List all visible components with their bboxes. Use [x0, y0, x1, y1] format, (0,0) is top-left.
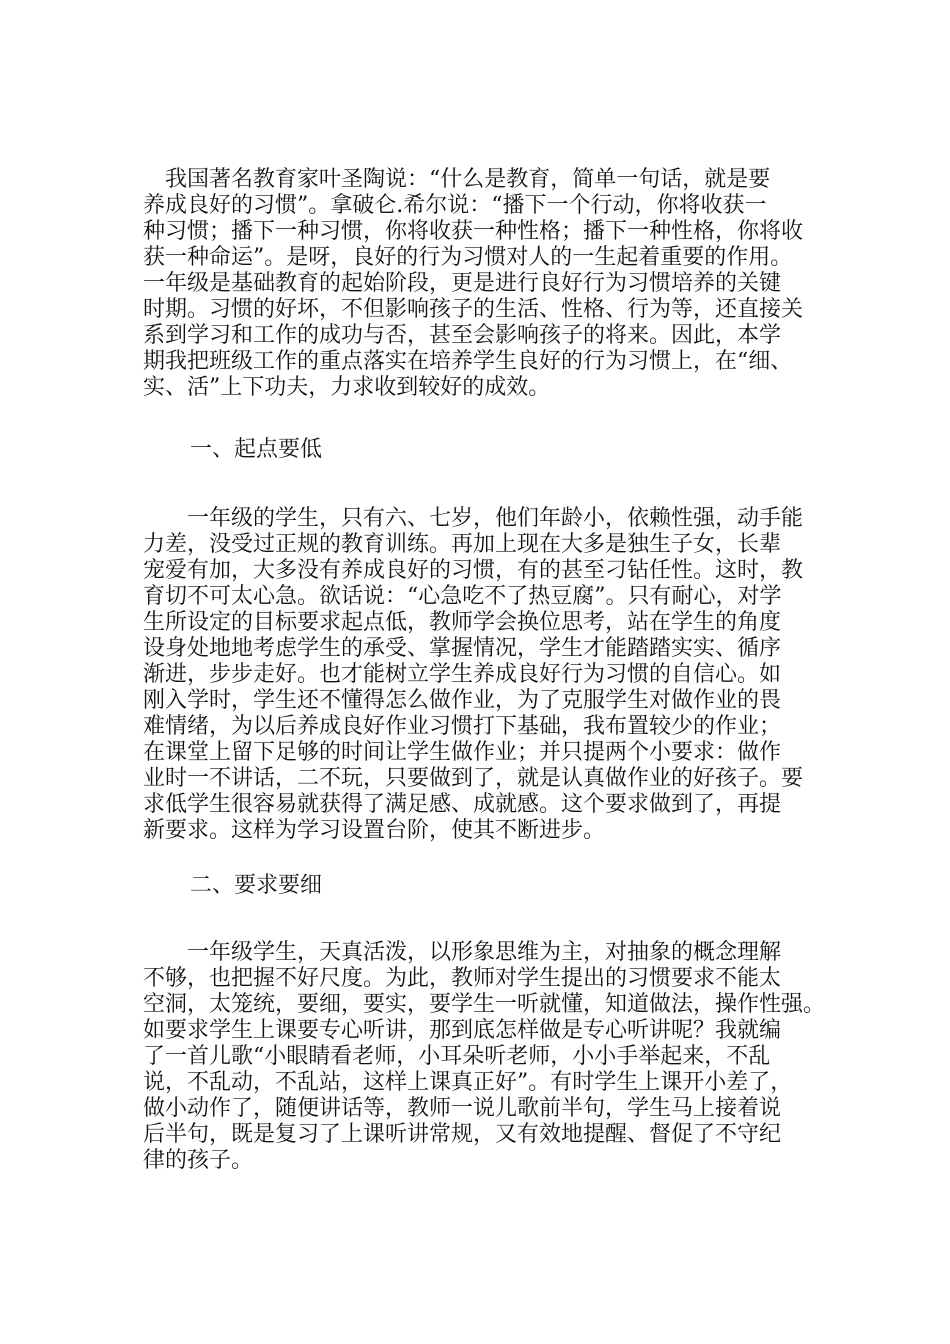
section1-line: 生所设定的目标要求起点低，教师学会换位思考，站在学生的角度	[143, 610, 782, 635]
section1-line: 刚入学时，学生还不懂得怎么做作业，为了克服学生对做作业的畏	[143, 688, 782, 713]
section2-line: 律的孩子。	[143, 1148, 254, 1173]
section2-line: 后半句，既是复习了上课听讲常规，又有效地提醒、督促了不守纪	[143, 1122, 782, 1147]
section1-line: 在课堂上留下足够的时间让学生做作业；并只提两个小要求：做作	[143, 740, 782, 765]
section1-line: 求低学生很容易就获得了满足感、成就感。这个要求做到了，再提	[143, 792, 782, 817]
intro-line: 时期。习惯的好坏，不但影响孩子的生活、性格、行为等，还直接关	[143, 297, 804, 322]
section1-line: 难情绪，为以后养成良好作业习惯打下基础，我布置较少的作业；	[143, 714, 782, 739]
section2-line: 做小动作了，随便讲话等，教师一说儿歌前半句，学生马上接着说	[143, 1096, 782, 1121]
section-heading: 二、要求要细	[190, 873, 323, 898]
section1-line: 一年级的学生，只有六、七岁，他们年龄小，依赖性强，动手能	[143, 506, 804, 531]
section1-line: 设身处地地考虑学生的承受、掌握情况，学生才能踏踏实实、循序	[143, 636, 782, 661]
intro-line: 系到学习和工作的成功与否，甚至会影响孩子的将来。因此，本学	[143, 323, 782, 348]
section1-line: 育切不可太心急。欲话说：“心急吃不了热豆腐”。只有耐心，对学	[143, 584, 782, 609]
section1-line: 业时一不讲话，二不玩，只要做到了，就是认真做作业的好孩子。要	[143, 766, 804, 791]
section-heading: 一、起点要低	[190, 437, 323, 462]
section2-line: 空洞，太笼统，要细，要实，要学生一听就懂，知道做法，操作性强。	[143, 992, 826, 1017]
intro-line: 获一种命运”。是呀，良好的行为习惯对人的一生起着重要的作用。	[143, 245, 793, 270]
section2-line: 说，不乱动，不乱站，这样上课真正好”。有时学生上课开小差了，	[143, 1070, 793, 1095]
section1-line: 力差，没受过正规的教育训练。再加上现在大多是独生子女，长辈	[143, 532, 782, 557]
section2-line: 不够，也把握不好尺度。为此，教师对学生提出的习惯要求不能太	[143, 966, 782, 991]
intro-line: 我国著名教育家叶圣陶说：“什么是教育，简单一句话，就是要	[143, 167, 771, 192]
section1-line: 新要求。这样为学习设置台阶，使其不断进步。	[143, 818, 606, 843]
intro-line: 养成良好的习惯”。拿破仑.希尔说：“播下一个行动，你将收获一	[143, 193, 767, 218]
intro-line: 一年级是基础教育的起始阶段，更是进行良好行为习惯培养的关键	[143, 271, 782, 296]
intro-line: 种习惯；播下一种习惯，你将收获一种性格；播下一种性格，你将收	[143, 219, 804, 244]
section2-line: 如要求学生上课要专心听讲，那到底怎样做是专心听讲呢？我就编	[143, 1018, 782, 1043]
section1-line: 宠爱有加，大多没有养成良好的习惯，有的甚至刁钻任性。这时，教	[143, 558, 804, 583]
section2-line: 了一首儿歌“小眼睛看老师，小耳朵听老师，小小手举起来，不乱	[143, 1044, 771, 1069]
section2-line: 一年级学生，天真活泼，以形象思维为主，对抽象的概念理解	[143, 940, 782, 965]
intro-line: 期我把班级工作的重点落实在培养学生良好的行为习惯上，在“细、	[143, 349, 793, 374]
section1-line: 渐进，步步走好。也才能树立学生养成良好行为习惯的自信心。如	[143, 662, 782, 687]
intro-line: 实、活”上下功夫，力求收到较好的成效。	[143, 375, 551, 400]
